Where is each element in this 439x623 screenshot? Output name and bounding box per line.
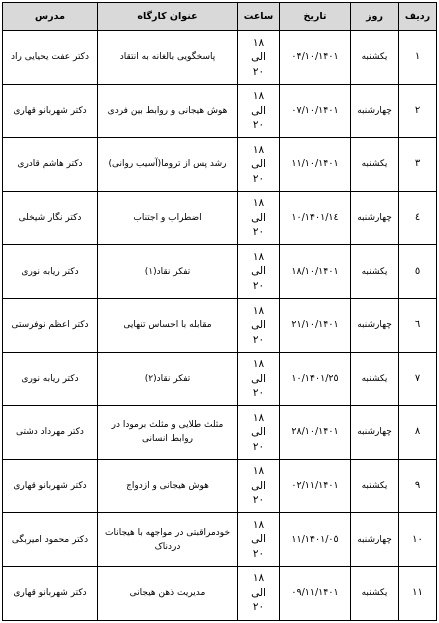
time-separator: الی (251, 372, 266, 385)
time-cell (238, 459, 280, 513)
teacher-name: دکتر مهرداد دشتی (3, 406, 98, 460)
day-cell: یکشنبه (351, 138, 399, 192)
time-to: ۲۰ (252, 279, 265, 292)
time-separator: الی (251, 533, 266, 546)
time-from: ۱۸ (252, 358, 265, 371)
teacher-name: دکتر محمود امیربگی (3, 513, 98, 567)
header-row-number: ردیف (399, 3, 437, 31)
time-to: ۲۰ (252, 440, 265, 453)
row-number: ٦ (399, 298, 437, 352)
table-row (3, 245, 437, 299)
time-from: ۱۸ (252, 250, 265, 263)
header-day: روز (351, 3, 399, 31)
schedule-table (2, 2, 437, 621)
time-cell (238, 245, 280, 299)
day-cell: چهارشنبه (351, 406, 399, 460)
time-from: ۱۸ (252, 90, 265, 103)
header-time: ساعت (238, 3, 280, 31)
table-row (3, 31, 437, 85)
time-from: ۱۸ (252, 518, 265, 531)
time-cell (238, 84, 280, 138)
time-to: ۲۰ (252, 119, 265, 132)
table-row (3, 566, 437, 620)
time-from: ۱۸ (252, 197, 265, 210)
time-separator: الی (251, 158, 266, 171)
date-cell: ۱۸/۱۰/۱۴۰۱ (280, 245, 351, 299)
date-cell: ۱٤/۱۰/۱۴۰۱ (280, 191, 351, 245)
teacher-name: دکتر نگار شیخلی (3, 191, 98, 245)
time-separator: الی (251, 319, 266, 332)
table-row (3, 459, 437, 513)
table-row (3, 191, 437, 245)
workshop-title: مقابله با احساس تنهایی (98, 298, 238, 352)
time-cell (238, 138, 280, 192)
time-cell (238, 191, 280, 245)
day-cell: یکشنبه (351, 245, 399, 299)
date-cell: ۰۹/۱۱/۱۴۰۱ (280, 566, 351, 620)
date-cell: ۲٥/۱۰/۱۴۰۱ (280, 352, 351, 406)
row-number: ۲ (399, 84, 437, 138)
date-cell: ۰۷/۱۰/۱۴۰۱ (280, 84, 351, 138)
teacher-name: دکتر هاشم قادری (3, 138, 98, 192)
row-number: ۱۱ (399, 566, 437, 620)
time-cell (238, 406, 280, 460)
date-cell: ۰۴/۱۰/۱۴۰۱ (280, 31, 351, 85)
day-cell: چهارشنبه (351, 191, 399, 245)
date-cell: ۱۱/۱۰/۱۴۰۱ (280, 138, 351, 192)
time-to: ۲۰ (252, 172, 265, 185)
date-cell: ۲۱/۱۰/۱۴۰۱ (280, 298, 351, 352)
time-to: ۲۰ (252, 601, 265, 614)
teacher-name: دکتر شهربانو قهاری (3, 566, 98, 620)
time-cell (238, 298, 280, 352)
workshop-title: مثلث طلایی و مثلث برمودا در روابط انسانی (98, 406, 238, 460)
table-row (3, 298, 437, 352)
table-row (3, 84, 437, 138)
table-row (3, 513, 437, 567)
time-separator: الی (251, 426, 266, 439)
row-number: ۷ (399, 352, 437, 406)
time-to: ۲۰ (252, 226, 265, 239)
time-cell (238, 31, 280, 85)
workshop-schedule (2, 2, 436, 619)
time-to: ۲۰ (252, 494, 265, 507)
header-date: تاریخ (280, 3, 351, 31)
day-cell: یکشنبه (351, 566, 399, 620)
row-number: ٥ (399, 245, 437, 299)
row-number: ۱ (399, 31, 437, 85)
workshop-title: رشد پس از تروما(آسیب روانی) (98, 138, 238, 192)
row-number: ۹ (399, 459, 437, 513)
teacher-name: دکتر عفت یحیایی راد (3, 31, 98, 85)
row-number: ۸ (399, 406, 437, 460)
time-from: ۱۸ (252, 465, 265, 478)
day-cell: یکشنبه (351, 31, 399, 85)
time-separator: الی (251, 51, 266, 64)
time-separator: الی (251, 479, 266, 492)
day-cell: یکشنبه (351, 352, 399, 406)
table-row (3, 352, 437, 406)
workshop-title: خودمراقبتی در مواجهه با هیجانات دردناک (98, 513, 238, 567)
time-separator: الی (251, 104, 266, 117)
time-from: ۱۸ (252, 304, 265, 317)
time-cell (238, 566, 280, 620)
time-separator: الی (251, 265, 266, 278)
header-teacher: مدرس (3, 3, 98, 31)
time-to: ۲۰ (252, 333, 265, 346)
table-row (3, 406, 437, 460)
time-from: ۱۸ (252, 36, 265, 49)
teacher-name: دکتر ریابه نوری (3, 352, 98, 406)
time-to: ۲۰ (252, 387, 265, 400)
time-from: ۱۸ (252, 411, 265, 424)
date-cell: ۰٥/۱۱/۱۴۰۱ (280, 513, 351, 567)
time-cell (238, 352, 280, 406)
header-row (3, 3, 437, 31)
date-cell: ۲۸/۱۰/۱۴۰۱ (280, 406, 351, 460)
row-number: ۳ (399, 138, 437, 192)
teacher-name: دکتر شهربانو قهاری (3, 459, 98, 513)
time-from: ۱۸ (252, 143, 265, 156)
date-cell: ۰۲/۱۱/۱۴۰۱ (280, 459, 351, 513)
workshop-title: تفکر نقاد(۱) (98, 245, 238, 299)
header-title: عنوان کارگاه (98, 3, 238, 31)
day-cell: چهارشنبه (351, 298, 399, 352)
table-row (3, 138, 437, 192)
day-cell: چهارشنبه (351, 513, 399, 567)
day-cell: یکشنبه (351, 459, 399, 513)
workshop-title: هوش هیجانی و روابط بین فردی (98, 84, 238, 138)
time-to: ۲۰ (252, 547, 265, 560)
row-number: ۱۰ (399, 513, 437, 567)
row-number: ٤ (399, 191, 437, 245)
workshop-title: تفکر نقاد(۲) (98, 352, 238, 406)
time-to: ۲۰ (252, 65, 265, 78)
time-separator: الی (251, 586, 266, 599)
workshop-title: هوش هیجانی و ازدواج (98, 459, 238, 513)
time-cell (238, 513, 280, 567)
teacher-name: دکتر اعظم نوفرستی (3, 298, 98, 352)
time-from: ۱۸ (252, 572, 265, 585)
teacher-name: دکتر شهربانو قهاری (3, 84, 98, 138)
time-separator: الی (251, 211, 266, 224)
workshop-title: اضطراب و اجتناب (98, 191, 238, 245)
teacher-name: دکتر ریابه نوری (3, 245, 98, 299)
workshop-title: پاسخگویی بالغانه به انتقاد (98, 31, 238, 85)
day-cell: چهارشنبه (351, 84, 399, 138)
workshop-title: مدیریت ذهن هیجانی (98, 566, 238, 620)
